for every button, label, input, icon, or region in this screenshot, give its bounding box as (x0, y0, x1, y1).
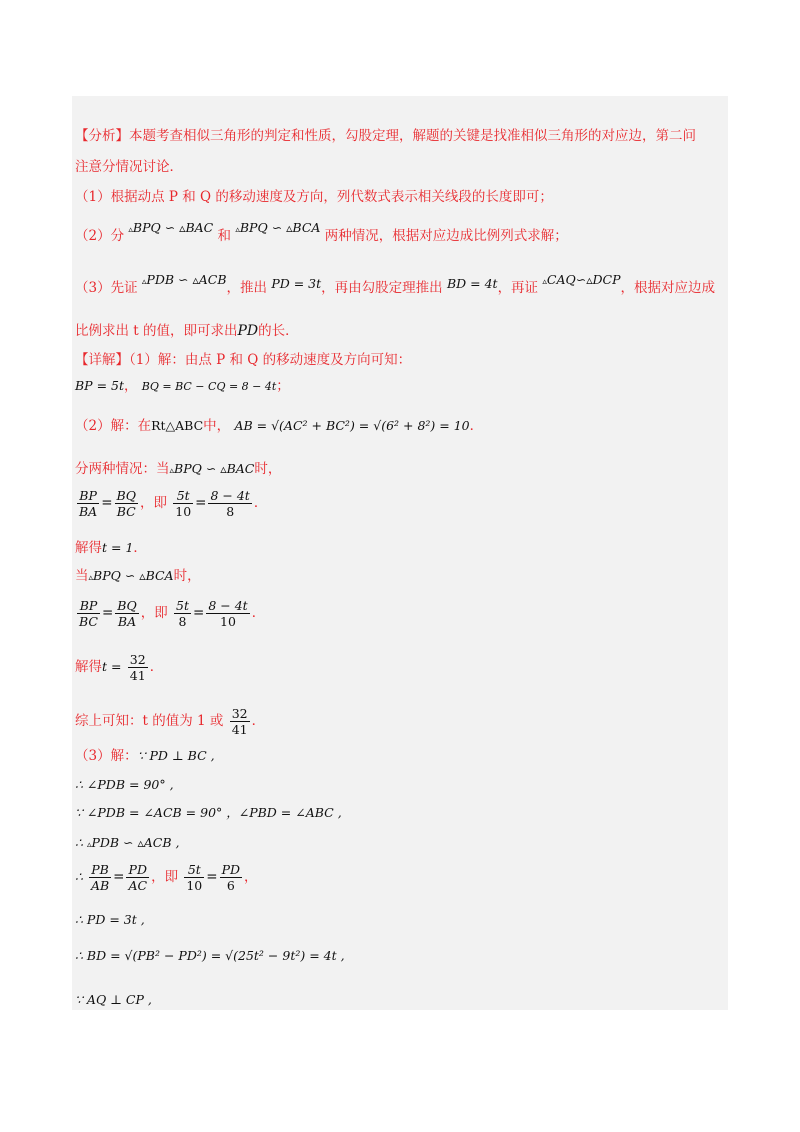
step-2-text-b: 中， (203, 418, 231, 434)
detail-step-2: （2）解：在Rt△ABC中， AB = √(AC² + BC²) = √(6² + 8²) = 10． (75, 418, 484, 434)
analysis-point-1: （1）根据动点 P 和 Q 的移动速度及方向，列代数式表示相关线段的长度即可； (75, 189, 553, 205)
frac-num: 32 (129, 652, 146, 667)
step-3-label: （3）解： (75, 748, 138, 764)
frac-5t-10 (173, 488, 193, 519)
step-3-line-1 (75, 746, 215, 766)
summary-line: 综上可知：t 的值为 1 或 $\frac{32}{41}$ ． (75, 706, 266, 737)
frac-num: BQ (117, 598, 137, 613)
result-1: 解得t = 1． (75, 540, 147, 556)
case-2-math-text: BPQ ∽ ▵BCA (93, 568, 174, 583)
detail-line-1 (75, 350, 411, 370)
case-1-math-text: BPQ ∽ ▵BAC (174, 461, 255, 476)
frac-den: 8 (226, 504, 235, 519)
step-3-line-6 (75, 946, 345, 966)
frac-den: 6 (226, 878, 235, 893)
ji-2: 即 (154, 605, 168, 621)
case-intro-line (75, 459, 281, 481)
result-2: 解得t = $\frac{32}{41}$ ． (75, 652, 164, 683)
frac-num: PD (221, 862, 241, 877)
pd-perp-bc: ∵ PD ⊥ BC , (137, 748, 215, 763)
frac-bq-ba (115, 598, 138, 629)
solve-2: 解得 (75, 659, 102, 675)
rt-abc: Rt△ABC (151, 418, 204, 433)
p3-math-1-text: PDB ∽ ▵ACB (146, 272, 227, 287)
p2-math-2-text: BPQ ∽ ▵BCA (239, 220, 321, 235)
case-2-math: ▵BPQ ∽ ▵BCA (88, 568, 174, 583)
p3-math-3: BD = 4t (446, 276, 498, 291)
frac-den: AB (90, 878, 110, 893)
bd-eq-4t: ∴ BD = √(PB² − PD²) = √(25t² − 9t²) = 4t , (75, 948, 345, 963)
summary-text: 综上可知：t 的值为 1 或 (75, 713, 224, 729)
case-2-intro: 当 (75, 568, 89, 584)
ji-1: 即 (153, 495, 167, 511)
analysis-tag: 【分析】 (75, 128, 129, 144)
angle-equalities: ∵ ∠PDB = ∠ACB = 90° ，∠PBD = ∠ABC , (75, 805, 342, 820)
frac-num: PD (126, 862, 149, 878)
frac-8-4t-10 (206, 598, 249, 629)
ab-eq: AB = √(AC² + BC²) = √(6² + 8²) = 10 (234, 418, 470, 433)
case-1-math: ▵BPQ ∽ ▵BAC (169, 461, 255, 476)
p3-text-g: 的长． (258, 323, 299, 339)
step-2-text-a: （2）解：在 (75, 418, 152, 434)
frac-den: 10 (175, 504, 192, 519)
step-3-line-7 (75, 990, 152, 1010)
analysis-line-2: 注意分情况讨论． (75, 159, 183, 175)
frac-num: 32 (231, 706, 248, 721)
detail-step-1: （1）解：由点 P 和 Q 的移动速度及方向可知： (129, 352, 412, 368)
frac-den: BC (116, 504, 136, 519)
p3-text-c: ，再由勾股定理推出 (321, 280, 443, 296)
frac-num: BP (77, 488, 99, 504)
frac-pb-ab (89, 862, 111, 893)
p2-math-1-text: BPQ ∽ ▵BAC (132, 220, 214, 235)
case-intro: 分两种情况：当 (75, 461, 170, 477)
frac-pd-ac (126, 862, 149, 893)
p3-math-5: PD (237, 323, 259, 339)
bq-eq: BQ = BC − CQ = 8 − 4t (141, 380, 277, 393)
frac-den: AC (128, 878, 148, 893)
p3-math-4-text: CAQ∽▵DCP (546, 272, 621, 287)
frac-bq-bc (115, 488, 138, 519)
frac-32-41 (128, 652, 148, 683)
case-1-when: 时， (254, 461, 282, 477)
bp-eq: BP = 5t (75, 378, 124, 393)
detail-tag: 【详解】 (75, 352, 129, 368)
similar-pdb-acb: ▵PDB ∽ ▵ACB , (86, 835, 180, 850)
frac-8-4t-8 (208, 488, 251, 519)
frac-num: 5t (184, 862, 204, 878)
frac-den: BA (79, 504, 98, 519)
frac-bp-ba (77, 488, 99, 519)
pd-eq-3t: ∴ PD = 3t , (75, 912, 145, 927)
frac-5t-8 (174, 598, 191, 629)
p2-text-b: 和 (217, 228, 232, 244)
p3-text-f: 比例求出 t 的值，即可求出 (75, 323, 238, 339)
t-eq: t = (102, 659, 122, 674)
frac-den: 41 (231, 722, 248, 737)
frac-num: 8 − 4t (208, 598, 248, 613)
step-3-line-5 (75, 910, 145, 930)
p2-math-2: ▵BPQ ∽ ▵BCA (235, 220, 321, 235)
frac-num: BP (77, 598, 100, 614)
analysis-point-3-cont (75, 321, 299, 341)
case-1-proportion: $\frac{BP}{BA}$ = $\frac{BQ}{BC}$ ，即 $\frac{5t}{10}$ = $\frac{8 - 4t}{8}$ ． (79, 488, 268, 519)
p2-text-c: 两种情况，根据对应边成比例列式求解； (324, 228, 568, 244)
frac-32-41-summary (230, 706, 250, 737)
step-3-proportion: ∴ $\frac{PB}{AB}$ = $\frac{PD}{AC}$ ，即 $\frac{5t}{10}$ = $\frac{PD}{6}$ ， (75, 862, 258, 893)
p3-math-4: ▵CAQ∽▵DCP (542, 272, 621, 287)
analysis-point-2 (75, 220, 568, 248)
step-3-line-4: ∴ ▵PDB ∽ ▵ACB , (75, 835, 180, 850)
p3-text-d: ，再证 (497, 280, 539, 296)
frac-num: 5t (176, 598, 190, 613)
p2-text-a: （2）分 (75, 228, 125, 244)
case-2-when: 时， (173, 568, 201, 584)
frac-num: 5t (173, 488, 193, 504)
frac-bp-bc (77, 598, 100, 629)
frac-den: 8 (178, 614, 187, 629)
frac-den: 41 (129, 668, 146, 683)
case-2-line (75, 566, 201, 588)
frac-5t-10-b (184, 862, 204, 893)
angle-pdb-90: ∴ ∠PDB = 90° , (75, 777, 174, 792)
t-eq-1: t = 1 (102, 540, 134, 555)
frac-pd-6 (220, 862, 242, 893)
analysis-line-1 (75, 126, 696, 146)
ji-3: 即 (164, 869, 179, 885)
frac-den: 10 (220, 614, 236, 629)
frac-den: 10 (186, 878, 203, 893)
frac-den: BA (117, 614, 137, 629)
analysis-point-3 (75, 272, 715, 300)
similar-pdb-acb-text: PDB ∽ ▵ACB , (91, 835, 180, 850)
frac-num: PB (89, 862, 111, 878)
p3-text-e: ，根据对应边成 (620, 280, 715, 296)
solve-1: 解得 (75, 540, 102, 556)
detail-step-1-math: BP = 5t， BQ = BC − CQ = 8 − 4t； (75, 378, 290, 394)
aq-perp-cp: ∵ AQ ⊥ CP , (75, 992, 152, 1007)
step-3-line-2 (75, 775, 174, 795)
p3-text-b: ，推出 (226, 280, 268, 296)
p3-math-1: ▵PDB ∽ ▵ACB (141, 272, 227, 287)
frac-num: BQ (116, 488, 136, 503)
frac-den: BC (79, 614, 98, 629)
step-3-line-3 (75, 803, 342, 823)
analysis-text-1: 本题考查相似三角形的判定和性质，勾股定理，解题的关键是找准相似三角形的对应边，第二问 (129, 128, 696, 144)
case-2-proportion: $\frac{BP}{BC}$ = $\frac{BQ}{BA}$ ，即 $\frac{5t}{8}$ = $\frac{8 - 4t}{10}$ ． (79, 598, 266, 629)
p3-math-2: PD = 3t (271, 276, 322, 291)
p3-text-a: （3）先证 (75, 280, 138, 296)
frac-num: 8 − 4t (210, 488, 250, 503)
p2-math-1: ▵BPQ ∽ ▵BAC (128, 220, 214, 235)
